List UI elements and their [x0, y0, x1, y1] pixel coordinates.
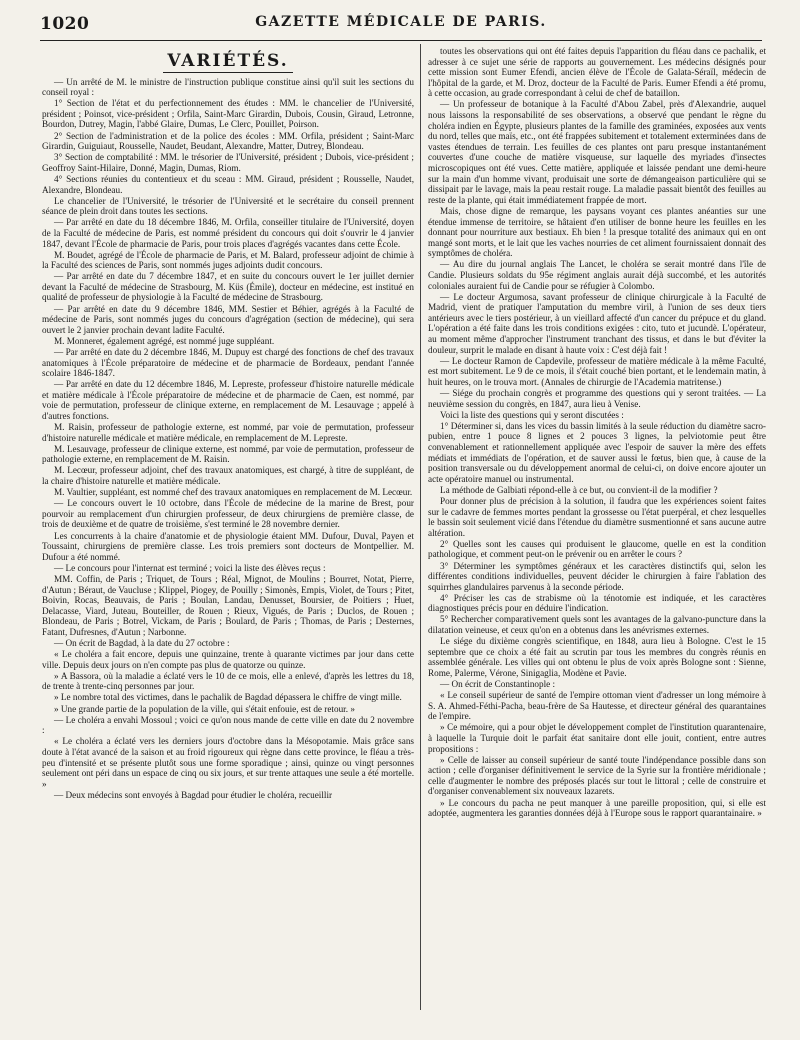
paragraph: — Le concours ouvert le 10 octobre, dans l'École de médecine de la marine de Brest, pour pourvoir au remplacement d'un chirurgien professeur, de deux chirurgiens de première classe, de trois de deuxième et de quatre de troisième, s'est terminé le 28 novembre dernier.	[42, 498, 414, 530]
paragraph: » Une grande partie de la population de la ville, qui s'était enfouie, est de retour. »	[54, 703, 355, 714]
paragraph: » Le concours du pacha ne peut manquer à une pareille proposition, qui, si elle est adoptée, augmentera les garanties données déjà à l'Europe sous le rapport quarantainaire. »	[428, 797, 766, 819]
paragraph: La méthode de Galbiati répond-elle à ce but, ou convient-il de la modifier ?	[440, 484, 718, 495]
paragraph: Mais, chose digne de remarque, les paysans voyant ces plantes anéanties sur une étendue immense de territoire, se hâtaient d'en utiliser de bonne heure les feuilles en les donnant pour nourriture aux bestiaux. Eh bien ! la presque totalité des animaux qui en ont mangé sont morts, et le lait que les vaches nourries de cet aliment fournissaient donnait des symptômes de choléra.	[428, 205, 766, 259]
paragraph: Voici la liste des questions qui y seront discutées :	[440, 409, 624, 420]
paragraph: — Le docteur Argumosa, savant professeur de clinique chirurgicale à la Faculté de Madrid, vient de pratiquer l'amputation du membre viril, à l'union de ses deux tiers antérieurs avec le tiers postérieur, à un vieillard affecté d'un cancer du prépuce et du gland. L'opération a été faite dans les trois conditions exigées : cito, tuto et jucundè. L'opérateur, au moment même d'approcher l'instrument tranchant des tissus, et dans le but d'éviter la douleur, surprit le malade en disant à haute voix : C'est déjà fait !	[428, 291, 766, 355]
paragraph: Le siége du dixième congrès scientifique, en 1848, aura lieu à Bologne. C'est le 15 septembre que ce choix a été fait au scrutin par tous les membres du congrès réunis en assemblée générale. Les villes qui ont obtenu le plus de voix après Bologne sont : Sienne, Rome, Palerme, Vérone, Sinigaglia, Modène et Pavie.	[428, 636, 766, 678]
paragraph: MM. Coffin, de Paris ; Triquet, de Tours ; Réal, Mignot, de Moulins ; Bourret, Notat, Pierre, d'Autun ; Béraut, de Vaucluse ; Klippel, Piogey, de Pouilly ; Simonès, Empis, Violet, de Tours ; Pitet, Boivin, Rocas, Beauvais, de Paris ; Boulan, Landau, Denusset, Boursier, de Poitiers ; Huet, Delacasse, Viard, Juteau, Bouteiller, de Rouen ; Rieux, Vigués, de Paris ; Duclos, de Rouen ; Blondeau, de Paris ; Botrel, Vickam, de Paris ; Boulard, de Paris ; Thomas, de Paris ; Desternes, Fatant, Dufresnes, d'Autun ; Narbonne.	[42, 573, 414, 637]
paragraph: 2° Quelles sont les causes qui produisent le glaucome, quelle en est la condition pathologique, et comment peut-on le prévenir ou en arrêter le cours ?	[428, 538, 766, 560]
page-header	[40, 14, 762, 40]
header-rule	[40, 40, 762, 41]
left-paragraphs	[42, 77, 414, 801]
paragraph: 1° Déterminer si, dans les vices du bassin limités à la seule réduction du diamètre sacro-pubien, entre 1 pouce 8 lignes et 2 pouces 3 lignes, la pelviotomie peut être convenablement et rationnellement appliquée avec l'espoir de sauver la mère des effets médiats et immédiats de l'opération, et de sauver aussi le fœtus, bien que, à cause de la position transversale ou du développement anormal de celui-ci, on doive encore ajouter un acte opératoire manuel ou instrumental.	[428, 420, 766, 484]
paragraph: — Par arrêté en date du 12 décembre 1846, M. Lepreste, professeur d'histoire naturelle médicale et matière médicale à l'École préparatoire de médecine et de pharmacie de Caen, est nommé, par voie de permutation, professeur de clinique externe, en remplacement de M. Lesauvage ; appelé à d'autres fonctions.	[42, 379, 414, 421]
paragraph: » A Bassora, où la maladie a éclaté vers le 10 de ce mois, elle a enlevé, d'après les lettres du 18, de trente à trente-cinq personnes par jour.	[42, 670, 414, 692]
right-paragraphs	[428, 46, 766, 819]
paragraph: » Ce mémoire, qui a pour objet le développement complet de l'institution quarantenaire, à laquelle la Turquie doit le parfait état sanitaire dont elle jouit, contient, entre autres propositions :	[428, 722, 766, 754]
paragraph: 3° Section de comptabilité : MM. le trésorier de l'Université, président ; Dubois, vice-président ; Geoffroy Saint-Hilaire, Donné, Magin, Dumas, Riom.	[42, 152, 414, 173]
paragraph: Pour donner plus de précision à la solution, il faudra que les expériences soient faites sur le cadavre de femmes mortes pendant la grossesse ou l'état puerpéral, et chez lesquelles le bassin soit seulement vicié dans l'étendue du diamètre susmentionné et sans aucune autre altération.	[428, 495, 766, 538]
section-title: VARIÉTÉS.	[42, 56, 414, 67]
masthead-title: GAZETTE MÉDICALE DE PARIS.	[255, 14, 547, 30]
paragraph: — Par arrêté en date du 18 décembre 1846, M. Orfila, conseiller titulaire de l'Université, doyen de la Faculté de médecine de Paris, est nommé président du concours qui doit s'ouvrir le 4 janvier 1847, devant l'École de pharmacie de Paris, pour trois places d'agrégés vacantes dans cette École.	[42, 217, 414, 249]
page-number: 1020	[40, 14, 90, 34]
column-separator	[420, 44, 421, 1010]
paragraph: — Le concours pour l'internat est terminé ; voici la liste des élèves reçus :	[54, 562, 326, 573]
paragraph: M. Monneret, également agrégé, est nommé juge suppléant.	[54, 335, 275, 346]
paragraph: « Le choléra a éclaté vers les derniers jours d'octobre dans la Mésopotamie. Mais grâce sans doute à l'état avancé de la saison et au froid rigoureux qui règne dans cette province, le fléau a très-peu d'intensité et se présente plutôt sous une forme sporadique ; ainsi, quinze ou vingt personnes seulement ont péri dans un espace de cinq ou six jours, et sur trente attaques une seule a été mortelle. »	[42, 736, 414, 789]
paragraph: 2° Section de l'administration et de la police des écoles : MM. Orfila, président ; Saint-Marc Girardin, Guiguiaut, Rousselle, Naudet, Beudant, Alexandre, Matter, Dutrey, Blondeau.	[42, 130, 414, 152]
paragraph: Le chancelier de l'Université, le trésorier de l'Université et le secrétaire du conseil prennent séance de plein droit dans toutes les sections.	[42, 195, 414, 217]
paragraph: » Celle de laisser au conseil supérieur de santé toute l'indépendance possible dans son action ; celle d'organiser définitivement le service de la Syrie sur la frontière méridionale ; celle d'augmenter le nombre des préposés placés sur tout le littoral ; celle de construire et d'organiser convenablement six nouveaux lazarets.	[428, 754, 766, 797]
paragraph: M. Boudet, agrégé de l'École de pharmacie de Paris, et M. Balard, professeur adjoint de chimie à la Faculté des sciences de Paris, sont nommés juges adjoints dudit concours.	[42, 249, 414, 271]
paragraph: « Le conseil supérieur de santé de l'empire ottoman vient d'adresser un long mémoire à S. A. Ahmed-Féthi-Pacha, beau-frère de Sa Hautesse, et directeur général des quarantaines de l'empire.	[428, 690, 766, 722]
paragraph: toutes les observations qui ont été faites depuis l'apparition du fléau dans ce pachalik, et adresser à ce sujet une série de rapports au gouvernement. Les médecins désignés pour cette mission sont Eumer Efendi, ancien élève de l'École de Galata-Séraïl, médecin de l'hôpital de la garde, et M. Droz, docteur de la Faculté de Paris. Eumer Efendi a été promu, à cette occasion, au grade correspondant à celui de chef de bataillon.	[428, 46, 766, 99]
paragraph: Les concurrents à la chaire d'anatomie et de physiologie étaient MM. Dufour, Duval, Payen et Toussaint, chirurgiens de première classe. Les trois premiers sont docteurs de Montpellier. M. Dufour a été nommé.	[42, 530, 414, 562]
paragraph: 5° Rechercher comparativement quels sont les avantages de la galvano-puncture dans la dilatation veineuse, et ceux qu'on en a obtenus dans les anévrismes externes.	[428, 614, 766, 636]
paragraph: « Le choléra a fait encore, depuis une quinzaine, trente à quarante victimes par jour dans cette ville. Depuis deux jours on n'en compte pas plus de quatorze ou quinze.	[42, 649, 414, 670]
left-column	[42, 46, 414, 1008]
paragraph: M. Vaultier, suppléant, est nommé chef des travaux anatomiques en remplacement de M. Lecœur.	[54, 487, 413, 498]
paragraph: — Deux médecins sont envoyés à Bagdad pour étudier le choléra, recueillir	[54, 789, 333, 800]
paragraph: 3° Déterminer les symptômes généraux et les caractères distinctifs qui, selon les différentes conditions individuelles, peuvent décider le chirurgien à faire l'ablation des squirrhes glandulaires parvenus à la seconde période.	[428, 560, 766, 592]
paragraph: » Le nombre total des victimes, dans le pachalik de Bagdad dépassera le chiffre de vingt mille.	[54, 692, 402, 703]
paragraph: — Siége du prochain congrès et programme des questions qui y seront traitées. — La neuvième session du congrès, en 1847, aura lieu à Venise.	[428, 388, 766, 409]
paragraph: — On écrit de Bagdad, à la date du 27 octobre :	[54, 637, 230, 648]
paragraph: M. Raisin, professeur de pathologie externe, est nommé, par voie de permutation, professeur d'histoire naturelle médicale et matière médicale, en remplacement de M. Lepreste.	[42, 422, 414, 443]
paragraph: M. Lecœur, professeur adjoint, chef des travaux anatomiques, est chargé, à titre de suppléant, de la chaire d'histoire naturelle et matière médicale.	[42, 465, 414, 487]
paragraph: 1° Section de l'état et du perfectionnement des études : MM. le chancelier de l'Université, président ; Poinsot, vice-président ; Orfila, Saint-Marc Girardin, Dubois, Cousin, Giraud, Letronne, Bourdon, Dutrey, Magin, l'abbé Glaire, Dumas, Le Clerc, Pouillet, Poirson.	[42, 98, 414, 130]
paragraph: M. Lesauvage, professeur de clinique externe, est nommé, par voie de permutation, professeur de pathologie externe, en remplacement de M. Raisin.	[42, 443, 414, 465]
paragraph: — Un professeur de botanique à la Faculté d'Abou Zabel, près d'Alexandrie, auquel nous laissons la responsabilité de ses observations, a observé que pendant le règne du choléra indien en Égypte, plusieurs plantes de la famille des graminées, exposées aux vents du nord, telles que maïs, etc., ont été frappées subitement et totalement exterminées dans de vastes étendues de terrain. Les feuilles de ces plantes ont paru presque instantanément couvertes d'une couche de matière visqueuse, sur laquelle des myriades d'insectes microscopiques ont été vues. Cette matière, appliquée et laissée pendant une demi-heure sur la main d'un homme vivant, produisait une sorte de démangeaison particulière qui se dissipait par le lavage, mais la peau restait rouge. La maladie passait bientôt des feuilles au reste de la plante, qui était immédiatement frappée de mort.	[428, 99, 766, 205]
right-column	[428, 46, 766, 1008]
paragraph: — Par arrêté en date du 7 décembre 1847, et en suite du concours ouvert le 1er juillet dernier devant la Faculté de médecine de Strasbourg, M. Küs (Émile), docteur en médecine, est institué en qualité de professeur de physiologie à la Faculté de médecine de Strasbourg.	[42, 271, 414, 303]
paragraph: 4° Sections réunies du contentieux et du sceau : MM. Giraud, président ; Rousselle, Naudet, Alexandre, Blondeau.	[42, 173, 414, 195]
paragraph: — Par arrêté en date du 9 décembre 1846, MM. Sestier et Béhier, agrégés à la Faculté de médecine de Paris, sont nommés juges du concours d'agrégation (section de médecine), qui sera ouvert le 2 janvier prochain devant ladite Faculté.	[42, 303, 414, 335]
paragraph: — On écrit de Constantinople :	[440, 679, 556, 690]
paragraph: — Un arrêté de M. le ministre de l'instruction publique constitue ainsi qu'il suit les sections du conseil royal :	[42, 76, 414, 98]
paragraph: — Le docteur Ramon de Capdevile, professeur de matière médicale à la même Faculté, est mort subitement. Le 9 de ce mois, il s'était couché bien portant, et le lendemain matin, à huit heures, on le trouva mort. (Annales de chirurgie de l'Academia matritense.)	[428, 355, 766, 387]
paragraph: — Par arrêté en date du 2 décembre 1846, M. Dupuy est chargé des fonctions de chef des travaux anatomiques à l'École préparatoire de médecine et de pharmacie de Bordeaux, pendant l'année scolaire 1846-1847.	[42, 346, 414, 379]
paragraph: — Le choléra a envahi Mossoul ; voici ce qu'on nous mande de cette ville en date du 2 novembre :	[42, 714, 414, 736]
paragraph: — Au dire du journal anglais The Lancet, le choléra se serait montré dans l'île de Candie. Plusieurs soldats du 95e régiment anglais aurait déjà succombé, et les autorités coloniales auraient fui de Candie pour se réfugier à Colombo.	[428, 259, 766, 291]
paragraph: 4° Préciser les cas de strabisme où la ténotomie est indiquée, et les caractères diagnostiques précis pour en déduire l'indication.	[428, 592, 766, 614]
